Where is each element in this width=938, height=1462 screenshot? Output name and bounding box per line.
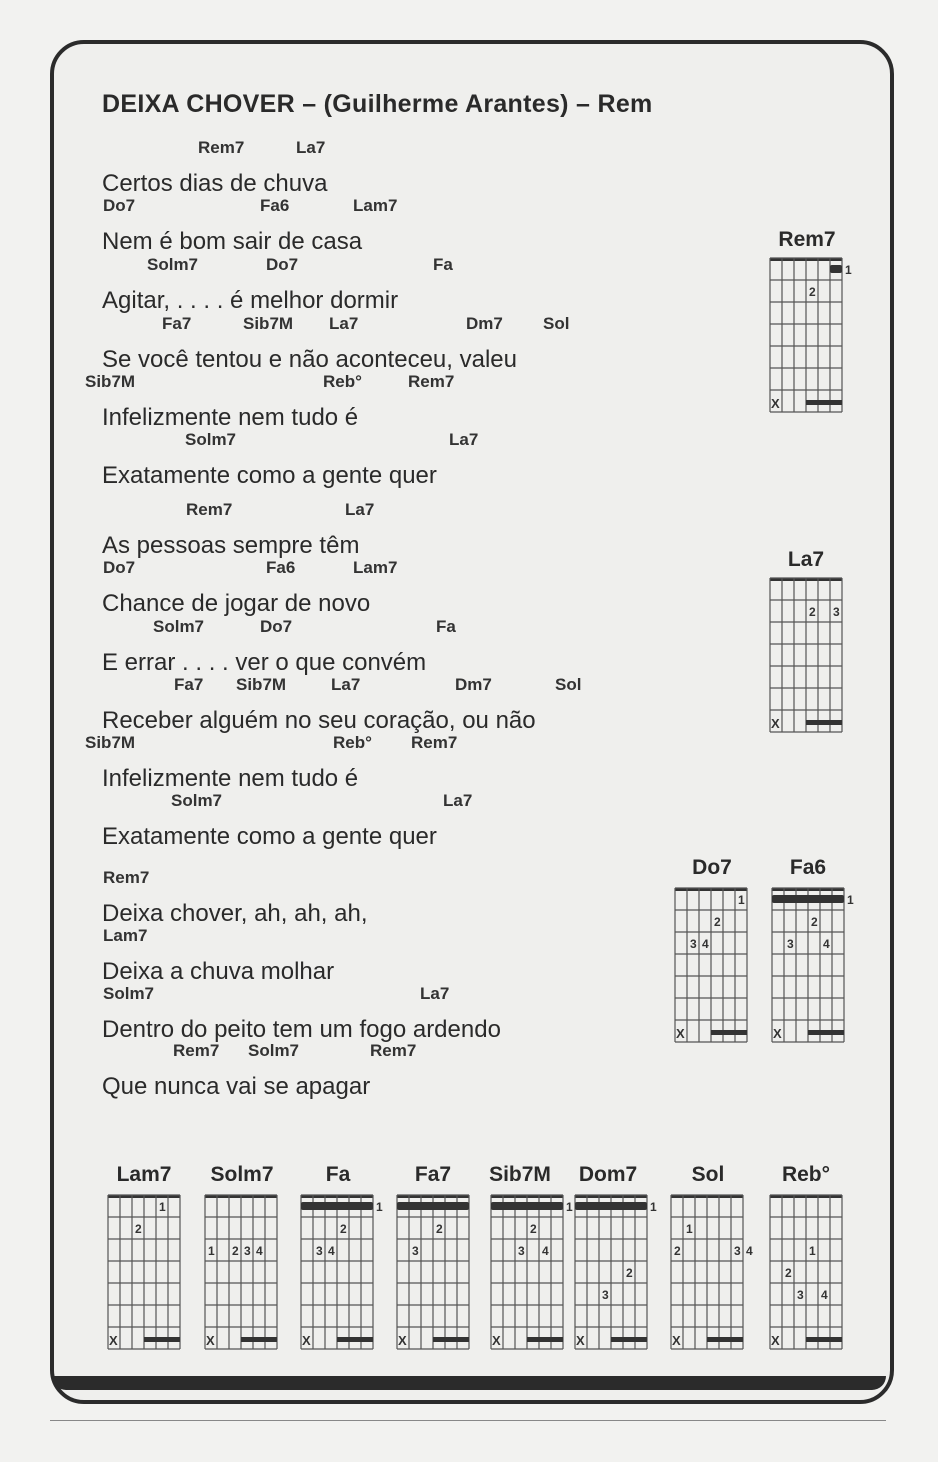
chord-diagram — [671, 1195, 763, 1369]
chord-name: Rem7 — [370, 1041, 417, 1060]
diagram-mute-mark: X — [398, 1333, 407, 1348]
chord-name: Lam7 — [353, 558, 398, 577]
chord-name: La7 — [449, 430, 479, 449]
chord-diagram-name: Reb° — [781, 1163, 831, 1186]
chord-name: Rem7 — [411, 733, 458, 752]
chord-diagram — [397, 1195, 489, 1369]
diagram-finger: 2 — [785, 1266, 792, 1280]
lyric-line: Deixa a chuva molhar — [102, 958, 335, 985]
diagram-bass-bar — [433, 1337, 469, 1342]
diagram-barre — [301, 1202, 373, 1210]
diagram-finger: 3 — [787, 937, 794, 951]
chord-diagram — [770, 578, 862, 752]
chord-name: Reb° — [323, 372, 362, 391]
chord-name: Rem7 — [198, 138, 245, 157]
diagram-barre-finger: 1 — [847, 893, 854, 907]
diagram-finger: 1 — [208, 1244, 215, 1258]
chord-name: Sib7M — [236, 675, 287, 694]
lyric-line: Infelizmente nem tudo é — [102, 404, 359, 431]
diagram-finger: 3 — [797, 1288, 804, 1302]
chord-name: Sol — [555, 675, 582, 694]
lyric-line: Receber alguém no seu coração, ou não — [102, 707, 536, 734]
diagram-barre — [491, 1202, 563, 1210]
diagram-mute-mark: X — [773, 1026, 782, 1041]
diagram-finger: 4 — [542, 1244, 549, 1258]
diagram-finger: 2 — [809, 605, 816, 619]
diagram-bass-bar — [144, 1337, 180, 1342]
chord-name: La7 — [331, 675, 361, 694]
chord-diagram-name: La7 — [787, 548, 825, 571]
diagram-mute-mark: X — [672, 1333, 681, 1348]
chord-diagram — [770, 1195, 862, 1369]
chord-name: Rem7 — [186, 500, 233, 519]
diagram-finger: 3 — [518, 1244, 525, 1258]
chord-name: Sol — [543, 314, 570, 333]
diagram-bass-bar — [241, 1337, 277, 1342]
chord-name: Sib7M — [85, 372, 136, 391]
diagram-finger: 3 — [833, 605, 840, 619]
lyric-line: Infelizmente nem tudo é — [102, 765, 359, 792]
chord-name: Solm7 — [103, 984, 155, 1003]
chord-diagram-name: Fa — [325, 1163, 351, 1186]
diagram-mute-mark: X — [492, 1333, 501, 1348]
chord-diagram — [770, 258, 862, 432]
diagram-finger: 1 — [686, 1222, 693, 1236]
song-title: DEIXA CHOVER – (Guilherme Arantes) – Rem — [102, 90, 653, 118]
chord-name: Solm7 — [171, 791, 223, 810]
chord-name: Fa7 — [174, 675, 204, 694]
diagram-barre-finger: 1 — [650, 1200, 657, 1214]
diagram-finger: 4 — [702, 937, 709, 951]
chord-name: Fa7 — [162, 314, 192, 333]
diagram-finger: 2 — [811, 915, 818, 929]
lyric-line: Nem é bom sair de casa — [102, 228, 363, 255]
chord-name: Dm7 — [455, 675, 492, 694]
chord-name: Sib7M — [243, 314, 294, 333]
chord-name: Fa — [436, 617, 456, 636]
diagram-mute-mark: X — [206, 1333, 215, 1348]
diagram-bass-bar — [337, 1337, 373, 1342]
diagram-finger: 3 — [690, 937, 697, 951]
chord-name: Do7 — [103, 196, 136, 215]
chord-name: Rem7 — [103, 868, 150, 887]
lyric-line: Se você tentou e não aconteceu, valeu — [102, 346, 517, 373]
diagram-mute-mark: X — [302, 1333, 311, 1348]
diagram-finger: 2 — [436, 1222, 443, 1236]
diagram-finger: 2 — [340, 1222, 347, 1236]
diagram-bass-bar — [711, 1030, 747, 1035]
chord-name: Rem7 — [173, 1041, 220, 1060]
diagram-barre — [772, 895, 844, 903]
lyric-line: E errar . . . . ver o que convém — [102, 649, 427, 676]
diagram-bass-bar — [806, 1337, 842, 1342]
lyric-line: Que nunca vai se apagar — [102, 1073, 371, 1100]
chord-name: Lam7 — [353, 196, 398, 215]
chord-name: Solm7 — [153, 617, 205, 636]
chord-name: Dm7 — [466, 314, 503, 333]
diagram-finger: 4 — [746, 1244, 753, 1258]
chord-diagram-name: Do7 — [692, 856, 732, 879]
diagram-finger: 4 — [821, 1288, 828, 1302]
diagram-finger: 2 — [232, 1244, 239, 1258]
diagram-mute-mark: X — [771, 1333, 780, 1348]
lyric-line: Deixa chover, ah, ah, ah, — [102, 900, 368, 927]
chord-diagram — [108, 1195, 200, 1369]
diagram-finger: 1 — [159, 1200, 166, 1214]
chord-name: Rem7 — [408, 372, 455, 391]
diagram-bass-bar — [611, 1337, 647, 1342]
chord-diagram — [205, 1195, 297, 1369]
chord-name: Fa6 — [260, 196, 290, 215]
page-rule — [50, 1420, 886, 1421]
diagram-finger: 4 — [328, 1244, 335, 1258]
chord-diagram — [301, 1195, 393, 1369]
chord-name: Do7 — [266, 255, 299, 274]
diagram-finger: 2 — [809, 285, 816, 299]
diagram-bass-bar — [806, 400, 842, 405]
lyric-line: Certos dias de chuva — [102, 170, 328, 197]
chord-name: Do7 — [260, 617, 293, 636]
diagram-finger: 2 — [674, 1244, 681, 1258]
diagram-finger: 3 — [412, 1244, 419, 1258]
diagram-mute-mark: X — [771, 716, 780, 731]
lyric-line: Dentro do peito tem um fogo ardendo — [102, 1016, 501, 1043]
chord-name: La7 — [329, 314, 359, 333]
chord-name: Sib7M — [85, 733, 136, 752]
chord-name: Do7 — [103, 558, 136, 577]
diagram-barre — [397, 1202, 469, 1210]
chord-name: Solm7 — [147, 255, 199, 274]
diagram-finger: 3 — [244, 1244, 251, 1258]
diagram-finger: 2 — [530, 1222, 537, 1236]
chord-name: Fa — [433, 255, 453, 274]
diagram-finger: 2 — [714, 915, 721, 929]
chord-name: La7 — [296, 138, 326, 157]
diagram-barre-finger: 1 — [376, 1200, 383, 1214]
chord-name: La7 — [420, 984, 450, 1003]
diagram-mute-mark: X — [109, 1333, 118, 1348]
chord-name: Reb° — [333, 733, 372, 752]
diagram-bass-bar — [707, 1337, 743, 1342]
chord-diagram-name: Sib7M — [489, 1163, 551, 1186]
diagram-mute-mark: X — [771, 396, 780, 411]
chord-diagram-name: Dom7 — [578, 1163, 638, 1186]
lyric-line: Exatamente como a gente quer — [102, 823, 437, 850]
diagram-bass-bar — [527, 1337, 563, 1342]
diagram-barre — [830, 265, 842, 273]
lyric-line: Exatamente como a gente quer — [102, 462, 437, 489]
diagram-finger: 3 — [734, 1244, 741, 1258]
diagram-bass-bar — [806, 720, 842, 725]
chord-diagram — [491, 1195, 583, 1369]
diagram-finger: 2 — [135, 1222, 142, 1236]
chord-diagram-name: Solm7 — [210, 1163, 274, 1186]
diagram-finger: 3 — [602, 1288, 609, 1302]
diagram-finger: 1 — [809, 1244, 816, 1258]
chord-diagram — [772, 888, 864, 1062]
diagram-finger: 4 — [823, 937, 830, 951]
diagram-mute-mark: X — [576, 1333, 585, 1348]
chord-name: La7 — [345, 500, 375, 519]
chord-name: Fa6 — [266, 558, 296, 577]
chord-diagram — [675, 888, 767, 1062]
chord-name: Solm7 — [248, 1041, 300, 1060]
chord-name: Solm7 — [185, 430, 237, 449]
diagram-finger: 4 — [256, 1244, 263, 1258]
diagram-finger: 1 — [738, 893, 745, 907]
chord-diagram-name: Fa7 — [414, 1163, 452, 1186]
chord-diagram-name: Lam7 — [116, 1163, 172, 1186]
diagram-barre-finger: 1 — [566, 1200, 573, 1214]
chord-name: Lam7 — [103, 926, 148, 945]
diagram-barre-finger: 1 — [845, 263, 852, 277]
diagram-bass-bar — [808, 1030, 844, 1035]
diagram-finger: 2 — [626, 1266, 633, 1280]
chord-diagram-name: Sol — [691, 1163, 725, 1186]
chord-diagram-name: Fa6 — [789, 856, 827, 879]
diagram-mute-mark: X — [676, 1026, 685, 1041]
lyric-line: Chance de jogar de novo — [102, 590, 371, 617]
chord-diagram-name: Rem7 — [778, 228, 836, 251]
chord-diagram — [575, 1195, 667, 1369]
lyric-line: As pessoas sempre têm — [102, 532, 360, 559]
bottom-border-bar — [52, 1376, 886, 1390]
chord-name: La7 — [443, 791, 473, 810]
lyric-line: Agitar, . . . . é melhor dormir — [102, 287, 399, 314]
diagram-finger: 3 — [316, 1244, 323, 1258]
diagram-barre — [575, 1202, 647, 1210]
